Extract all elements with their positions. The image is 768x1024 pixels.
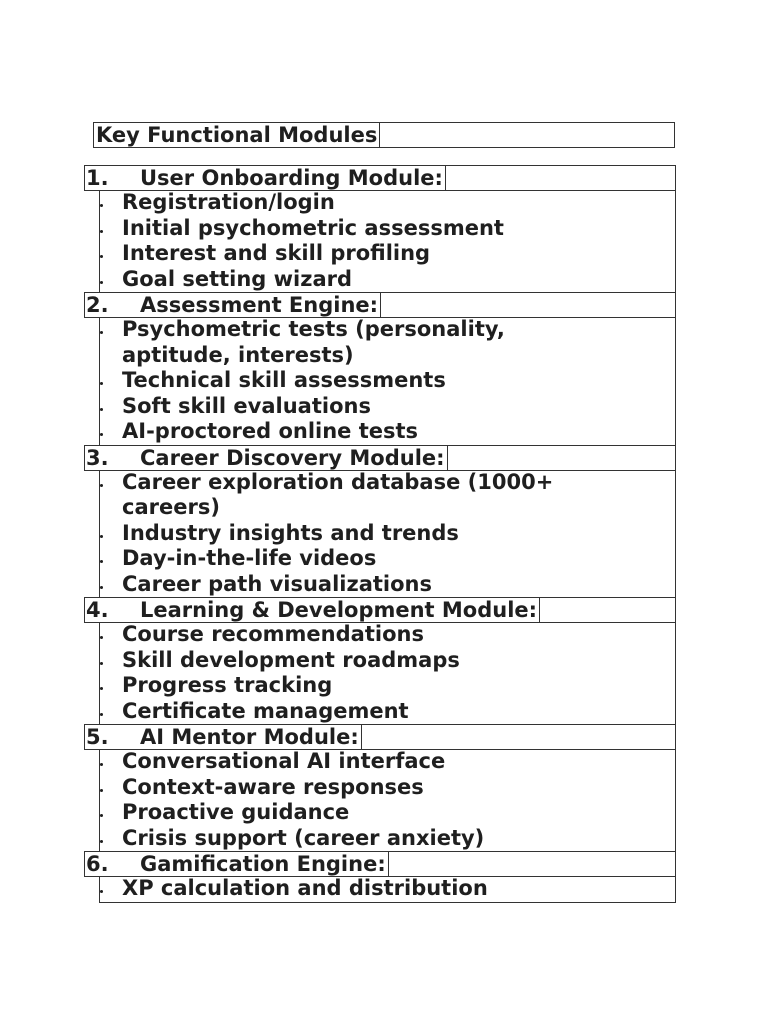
list-item [100,394,675,420]
list-item [100,775,675,801]
bullet-icon [100,382,103,385]
bullet-icon [100,204,103,207]
list-item [100,216,675,242]
bullet-icon [100,281,103,284]
list-item-text: Proactive guidance [122,800,350,824]
module-item-list [99,470,676,599]
module-heading-text [85,166,446,190]
bullet-icon [100,230,103,233]
document-title-box [93,122,675,148]
module-item-list [99,622,676,725]
list-item [100,826,675,852]
module-number: 6. [86,852,109,876]
list-item [100,622,675,648]
module-title: Gamification Engine: [140,852,386,876]
list-item-text: Certificate management [122,698,409,723]
bullet-icon [100,586,103,589]
module-heading-text [85,598,540,622]
list-item [100,267,675,293]
list-item-text: XP calculation and distribution [122,876,488,900]
list-item-text: Day-in-the-life videos [122,546,377,570]
list-item-text: Conversational AI interface [122,749,446,773]
bullet-icon [100,814,103,817]
list-item [100,572,675,598]
list-item [100,546,675,572]
module-number: 1. [86,166,109,190]
list-item-text: Technical skill assessments [122,368,446,392]
module-heading-text [85,446,448,470]
list-item-text: Crisis support (career anxiety) [122,825,485,850]
module-number: 4. [86,598,109,622]
list-item-text: Soft skill evaluations [122,393,371,418]
bullet-icon [100,408,103,411]
list-item-text: Psychometric tests (personality, aptitude, interests) [122,317,505,367]
list-item-text: Course recommendations [122,622,424,646]
module-title: Career Discovery Module: [140,445,445,470]
list-item [100,470,675,521]
module-heading-text [85,725,362,749]
bullet-icon [100,484,103,487]
list-item [100,317,675,368]
list-item-text: Registration/login [122,190,335,214]
list-item-text: AI-proctored online tests [122,419,419,443]
module-item-list [99,749,676,852]
bullet-icon [100,662,103,665]
module-item-list [99,317,676,446]
list-item [100,673,675,699]
bullet-icon [100,789,103,792]
module-item-list [99,190,676,293]
module-list [84,166,676,903]
list-item [100,241,675,267]
module-number: 2. [86,293,109,317]
list-item-text: Initial psychometric assessment [122,215,504,240]
module-number: 5. [86,725,109,749]
module-title: User Onboarding Module: [140,166,443,190]
list-item-text: Industry insights and trends [122,520,459,545]
list-item-text: Skill development roadmaps [122,647,460,672]
bullet-icon [100,560,103,563]
module-heading-text [85,852,389,876]
module-title: Assessment Engine: [140,293,379,317]
bullet-icon [100,433,103,436]
list-item [100,190,675,216]
list-item-text: Goal setting wizard [122,266,353,291]
bullet-icon [100,636,103,639]
list-item-text: Progress tracking [122,673,333,697]
module-heading [84,851,676,877]
bullet-icon [100,331,103,334]
module-heading [84,165,676,191]
module-heading-text [85,293,381,317]
list-item [100,699,675,725]
bullet-icon [100,840,103,843]
bullet-icon [100,713,103,716]
module-number: 3. [86,445,109,470]
module-item-list [99,876,676,903]
list-item [100,876,675,902]
module-title: AI Mentor Module: [140,725,359,749]
bullet-icon [100,687,103,690]
list-item-text: Career path visualizations [122,571,433,596]
list-item [100,419,675,445]
module-heading [84,597,676,623]
document-title: Key Functional Modules [94,123,380,147]
module-heading [84,724,676,750]
bullet-icon [100,890,103,893]
list-item-text: Career exploration database (1000+ careers) [122,469,554,519]
bullet-icon [100,255,103,258]
list-item [100,521,675,547]
list-item [100,368,675,394]
module-heading [84,292,676,318]
module-heading [84,445,676,471]
bullet-icon [100,763,103,766]
list-item [100,749,675,775]
module-title: Learning & Development Module: [140,598,538,622]
list-item [100,800,675,826]
list-item-text: Context-aware responses [122,774,424,799]
bullet-icon [100,535,103,538]
list-item [100,648,675,674]
list-item-text: Interest and skill profiling [122,241,431,265]
